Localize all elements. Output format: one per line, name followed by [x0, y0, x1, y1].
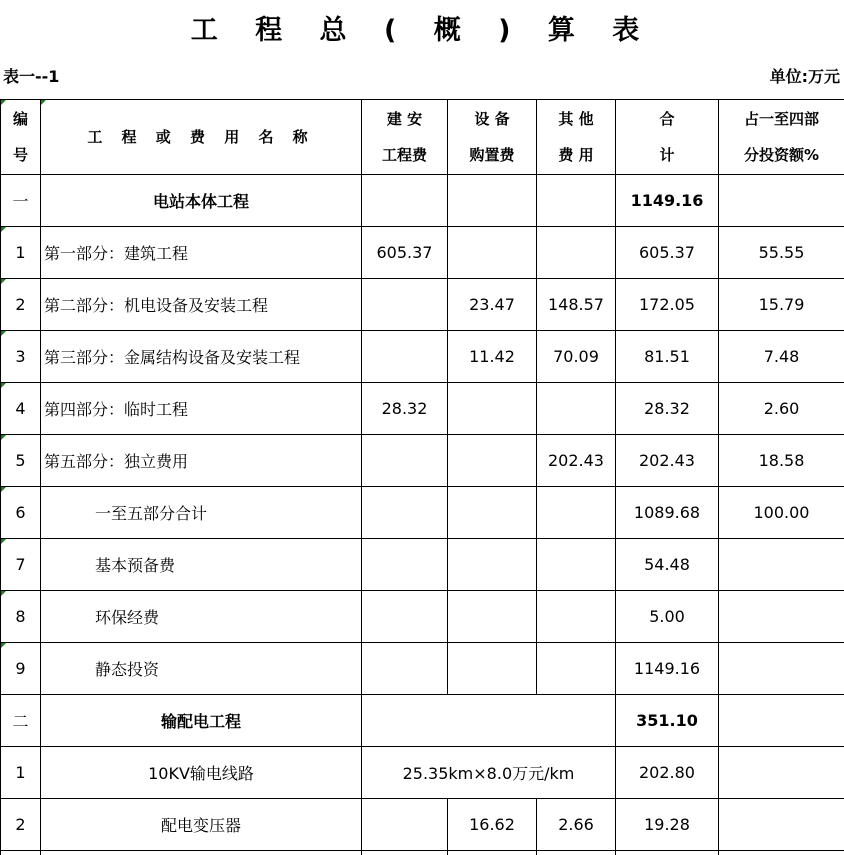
- row-build: 28.32: [362, 383, 448, 435]
- table-row: [1, 279, 844, 331]
- row-total: 1149.16: [616, 175, 719, 227]
- row-number: 3: [1, 331, 41, 383]
- row-merged-cost: [362, 695, 616, 747]
- table-row: [1, 643, 844, 695]
- row-other: 148.57: [537, 279, 616, 331]
- row-equip: [448, 643, 537, 695]
- row-percent: [719, 695, 844, 747]
- row-number: 二: [1, 695, 41, 747]
- row-number: 1: [1, 227, 41, 279]
- row-equip: [448, 435, 537, 487]
- row-total: 1089.68: [616, 487, 719, 539]
- row-total: 605.37: [616, 227, 719, 279]
- row-build: [362, 435, 448, 487]
- header-equip: 设 备 购置费: [448, 100, 537, 175]
- row-build: [362, 643, 448, 695]
- row-percent: [719, 799, 844, 851]
- header-percent: 占一至四部 分投资额%: [719, 100, 844, 175]
- row-name: 第二部分：机电设备及安装工程: [41, 279, 362, 331]
- row-name: 输配电工程: [41, 695, 362, 747]
- row-other: 2.66: [537, 799, 616, 851]
- row-build: [362, 279, 448, 331]
- row-percent: [719, 539, 844, 591]
- row-number: 7: [1, 539, 41, 591]
- header-number: 编 号: [1, 100, 41, 175]
- row-percent: 15.79: [719, 279, 844, 331]
- row-build: [362, 799, 448, 851]
- row-name: 10KV输电线路: [41, 747, 362, 799]
- row-total: 28.32: [616, 383, 719, 435]
- table-row: [1, 747, 844, 799]
- row-total: 202.43: [616, 435, 719, 487]
- row-name: 第一部分：建筑工程: [41, 227, 362, 279]
- row-percent: 100.00: [719, 487, 844, 539]
- row-other: [537, 175, 616, 227]
- row-equip: [448, 227, 537, 279]
- row-build: [362, 487, 448, 539]
- row-build: [362, 175, 448, 227]
- table-row: [1, 175, 844, 227]
- header-row: [1, 100, 844, 175]
- row-other: [537, 643, 616, 695]
- header-name: 工 程 或 费 用 名 称: [41, 100, 362, 175]
- row-build: 605.37: [362, 227, 448, 279]
- row-equip: [448, 487, 537, 539]
- row-number: 1: [1, 747, 41, 799]
- row-percent: [719, 747, 844, 799]
- table-row: [1, 383, 844, 435]
- row-merged-cost: 25.35km×8.0万元/km: [362, 747, 616, 799]
- row-percent: 7.48: [719, 331, 844, 383]
- row-percent: [719, 643, 844, 695]
- row-number: 2: [1, 799, 41, 851]
- row-name: 第三部分：金属结构设备及安装工程: [41, 331, 362, 383]
- header-total: 合 计: [616, 100, 719, 175]
- row-equip: [448, 175, 537, 227]
- row-equip: 16.62: [448, 799, 537, 851]
- row-number: 4: [1, 383, 41, 435]
- row-other: [537, 487, 616, 539]
- row-total: 202.80: [616, 747, 719, 799]
- header-other: 其 他 费 用: [537, 100, 616, 175]
- row-percent: [719, 591, 844, 643]
- row-number: 2: [1, 279, 41, 331]
- table-number: 表一--1: [3, 64, 59, 87]
- row-number: 一: [1, 175, 41, 227]
- table-row: [1, 695, 844, 747]
- row-number: 5: [1, 435, 41, 487]
- row-total: 172.05: [616, 279, 719, 331]
- table-row-partial: [1, 851, 844, 855]
- row-other: [537, 591, 616, 643]
- row-build: [362, 591, 448, 643]
- row-total: 19.28: [616, 799, 719, 851]
- page-title: 工 程 总 ( 概 ) 算 表: [0, 8, 844, 47]
- row-name: 基本预备费: [41, 539, 362, 591]
- cost-table: [0, 99, 844, 855]
- row-name: 第四部分：临时工程: [41, 383, 362, 435]
- row-total: 1149.16: [616, 643, 719, 695]
- row-name: 环保经费: [41, 591, 362, 643]
- unit-label: 单位:万元: [770, 64, 840, 87]
- row-other: [537, 227, 616, 279]
- table-row: [1, 591, 844, 643]
- row-percent: 2.60: [719, 383, 844, 435]
- row-name: 一至五部分合计: [41, 487, 362, 539]
- header-build: 建 安 工程费: [362, 100, 448, 175]
- row-percent: [719, 175, 844, 227]
- row-other: [537, 539, 616, 591]
- row-other: [537, 383, 616, 435]
- row-other: 202.43: [537, 435, 616, 487]
- row-equip: [448, 591, 537, 643]
- row-build: [362, 539, 448, 591]
- row-other: 70.09: [537, 331, 616, 383]
- row-total: 5.00: [616, 591, 719, 643]
- row-total: 81.51: [616, 331, 719, 383]
- row-total: 54.48: [616, 539, 719, 591]
- row-number: 8: [1, 591, 41, 643]
- table-row: [1, 799, 844, 851]
- row-equip: 11.42: [448, 331, 537, 383]
- table-row: [1, 539, 844, 591]
- row-equip: [448, 383, 537, 435]
- table-row: [1, 435, 844, 487]
- row-name: 电站本体工程: [41, 175, 362, 227]
- row-name: 第五部分：独立费用: [41, 435, 362, 487]
- table-row: [1, 331, 844, 383]
- row-name: 配电变压器: [41, 799, 362, 851]
- row-name: 静态投资: [41, 643, 362, 695]
- row-equip: 23.47: [448, 279, 537, 331]
- row-percent: 18.58: [719, 435, 844, 487]
- row-total: 351.10: [616, 695, 719, 747]
- row-equip: [448, 539, 537, 591]
- table-row: [1, 227, 844, 279]
- row-number: 9: [1, 643, 41, 695]
- row-build: [362, 331, 448, 383]
- row-number: 6: [1, 487, 41, 539]
- table-row: [1, 487, 844, 539]
- row-percent: 55.55: [719, 227, 844, 279]
